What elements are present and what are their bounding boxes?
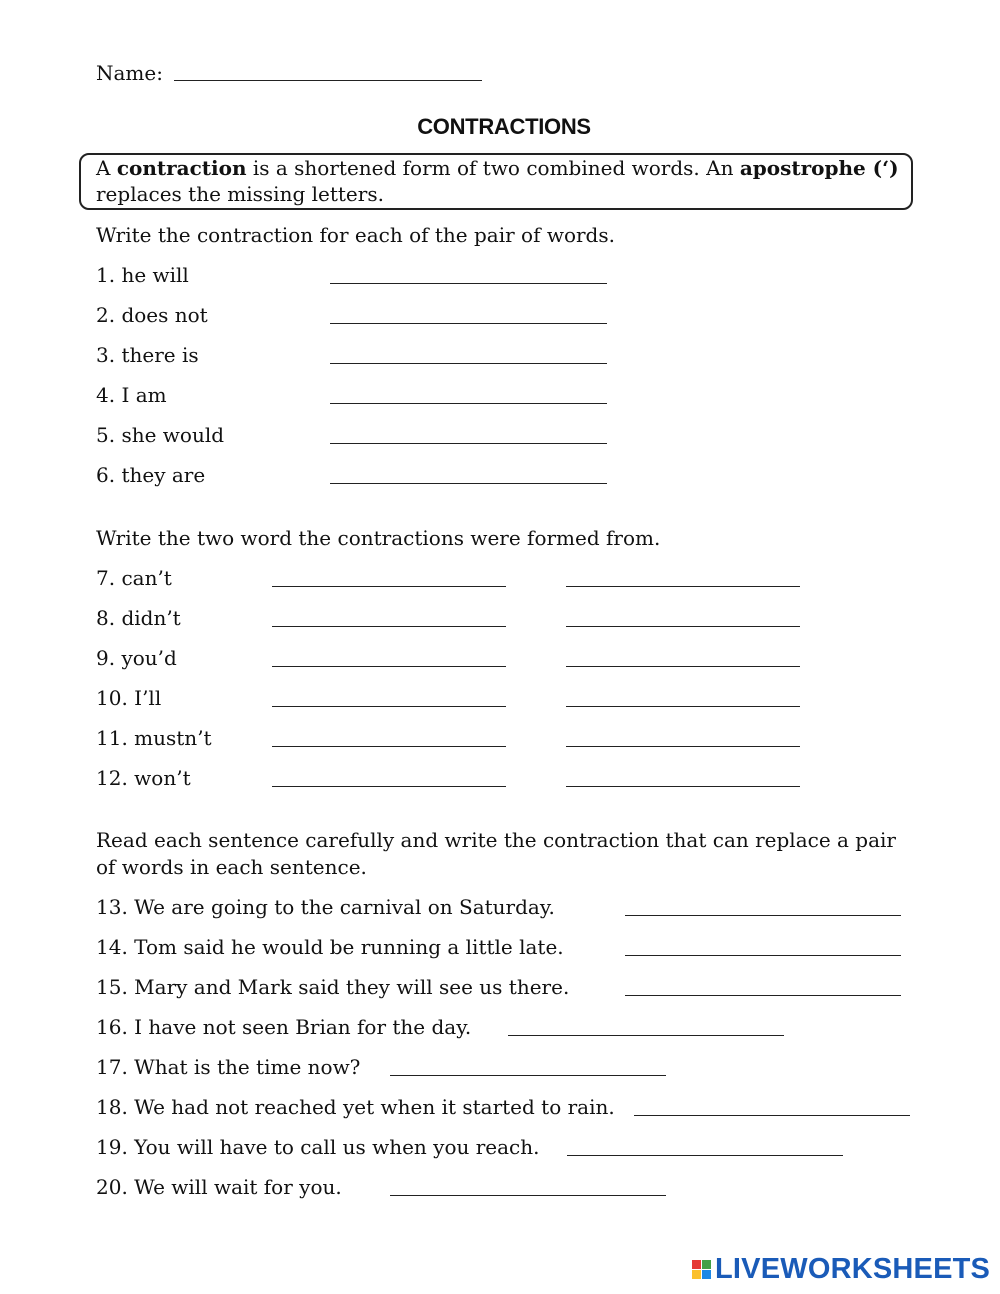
section2-item-11: 11. mustn’t — [96, 726, 212, 750]
definition-line-1 — [96, 155, 899, 181]
section1-item-2: 2. does not — [96, 303, 208, 327]
answer-line-5[interactable] — [330, 443, 607, 444]
page-title: CONTRACTIONS — [417, 114, 591, 139]
section1-item-4: 4. I am — [96, 383, 167, 407]
answer-line-3[interactable] — [330, 363, 607, 364]
section1-item-6: 6. they are — [96, 463, 206, 487]
answer-line-10a[interactable] — [272, 706, 506, 707]
answer-line-19[interactable] — [567, 1155, 843, 1156]
answer-line-10b[interactable] — [566, 706, 800, 707]
answer-line-13[interactable] — [625, 915, 901, 916]
section1-instruction: Write the contraction for each of the pair of words. — [96, 223, 615, 247]
answer-line-7b[interactable] — [566, 586, 800, 587]
section1-item-5: 5. she would — [96, 423, 225, 447]
answer-line-16[interactable] — [508, 1035, 784, 1036]
section3-item-13: 13. We are going to the carnival on Saturday. — [96, 895, 555, 919]
definition-term-contraction: contraction — [116, 156, 247, 180]
answer-line-12a[interactable] — [272, 786, 506, 787]
answer-line-1[interactable] — [330, 283, 607, 284]
answer-line-12b[interactable] — [566, 786, 800, 787]
answer-line-14[interactable] — [625, 955, 901, 956]
definition-line-2: replaces the missing letters. — [96, 182, 384, 206]
answer-line-9a[interactable] — [272, 666, 506, 667]
section3-instruction-line-1: Read each sentence carefully and write the contraction that can replace a pair — [96, 828, 896, 852]
liveworksheets-logo — [692, 1252, 990, 1286]
section3-item-17: 17. What is the time now? — [96, 1055, 361, 1079]
section2-item-9: 9. you’d — [96, 646, 177, 670]
answer-line-20[interactable] — [390, 1195, 666, 1196]
section2-item-12: 12. won’t — [96, 766, 191, 790]
answer-line-8a[interactable] — [272, 626, 506, 627]
liveworksheets-brand: LIVEWORKSHEETS — [715, 1252, 991, 1285]
answer-line-4[interactable] — [330, 403, 607, 404]
section1-item-1: 1. he will — [96, 263, 189, 287]
name-label: Name: — [96, 61, 163, 85]
section3-item-19: 19. You will have to call us when you reach. — [96, 1135, 540, 1159]
section3-item-16: 16. I have not seen Brian for the day. — [96, 1015, 472, 1039]
answer-line-17[interactable] — [390, 1075, 666, 1076]
section3-item-18: 18. We had not reached yet when it started to rain. — [96, 1095, 615, 1119]
section2-item-10: 10. I’ll — [96, 686, 162, 710]
section3-instruction-line-2: of words in each sentence. — [96, 855, 367, 879]
section2-item-8: 8. didn’t — [96, 606, 181, 630]
answer-line-7a[interactable] — [272, 586, 506, 587]
section2-item-7: 7. can’t — [96, 566, 172, 590]
answer-line-6[interactable] — [330, 483, 607, 484]
definition-term-apostrophe: apostrophe (‘) — [739, 156, 899, 180]
answer-line-11b[interactable] — [566, 746, 800, 747]
liveworksheets-logo-icon — [692, 1260, 711, 1279]
answer-line-11a[interactable] — [272, 746, 506, 747]
section2-instruction: Write the two word the contractions were formed from. — [96, 526, 661, 550]
answer-line-8b[interactable] — [566, 626, 800, 627]
answer-line-18[interactable] — [634, 1115, 910, 1116]
answer-line-9b[interactable] — [566, 666, 800, 667]
answer-line-2[interactable] — [330, 323, 607, 324]
section1-item-3: 3. there is — [96, 343, 199, 367]
section3-item-15: 15. Mary and Mark said they will see us there. — [96, 975, 570, 999]
definition-text: A — [96, 156, 117, 180]
answer-line-15[interactable] — [625, 995, 901, 996]
definition-text: is a shortened form of two combined words. An — [246, 156, 740, 180]
name-answer-line[interactable] — [174, 80, 482, 81]
section3-item-20: 20. We will wait for you. — [96, 1175, 342, 1199]
section3-item-14: 14. Tom said he would be running a little late. — [96, 935, 564, 959]
